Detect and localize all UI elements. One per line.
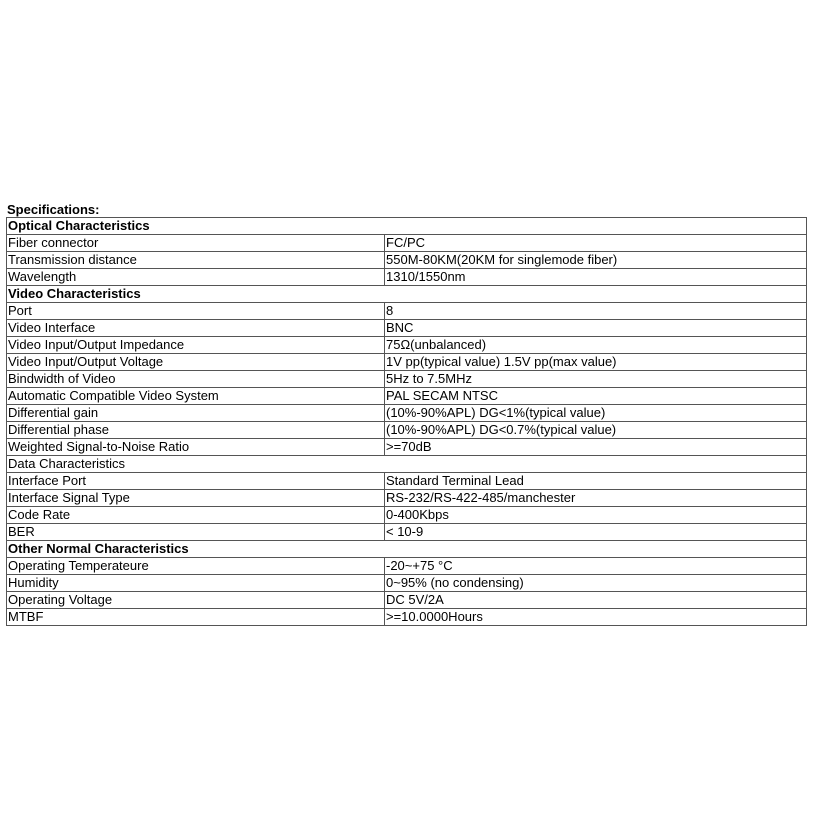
section-heading: Video Characteristics — [7, 286, 807, 303]
spec-value-cell: PAL SECAM NTSC — [385, 388, 807, 405]
spec-name-cell: BER — [7, 524, 385, 541]
section-heading: Optical Characteristics — [7, 218, 807, 235]
table-row — [7, 388, 807, 405]
section-header-row — [7, 218, 807, 235]
spec-name-cell: Weighted Signal-to-Noise Ratio — [7, 439, 385, 456]
table-row — [7, 524, 807, 541]
spec-value-cell: < 10-9 — [385, 524, 807, 541]
spec-value-cell: 550M-80KM(20KM for singlemode fiber) — [385, 252, 807, 269]
spec-name-cell: Bindwidth of Video — [7, 371, 385, 388]
table-row — [7, 575, 807, 592]
spec-value-cell: 1310/1550nm — [385, 269, 807, 286]
spec-name-cell: Operating Temperateure — [7, 558, 385, 575]
spec-name-cell: Operating Voltage — [7, 592, 385, 609]
spec-value-cell: 1V pp(typical value) 1.5V pp(max value) — [385, 354, 807, 371]
spec-name-cell: Differential phase — [7, 422, 385, 439]
table-row — [7, 405, 807, 422]
specifications-table-body — [7, 218, 807, 626]
spec-value-cell: FC/PC — [385, 235, 807, 252]
section-heading: Other Normal Characteristics — [7, 541, 807, 558]
spec-value-cell: 0-400Kbps — [385, 507, 807, 524]
table-row — [7, 507, 807, 524]
spec-value-cell: Standard Terminal Lead — [385, 473, 807, 490]
specifications-table — [6, 217, 807, 626]
spec-name-cell: Video Input/Output Impedance — [7, 337, 385, 354]
spec-name-cell: Automatic Compatible Video System — [7, 388, 385, 405]
table-row — [7, 269, 807, 286]
page-title: Specifications: — [7, 202, 100, 217]
spec-value-cell: (10%-90%APL) DG<0.7%(typical value) — [385, 422, 807, 439]
table-row — [7, 303, 807, 320]
table-row — [7, 592, 807, 609]
table-row — [7, 439, 807, 456]
spec-name-cell: Wavelength — [7, 269, 385, 286]
table-row — [7, 422, 807, 439]
spec-name-cell: MTBF — [7, 609, 385, 626]
table-row — [7, 235, 807, 252]
spec-name-cell: Humidity — [7, 575, 385, 592]
table-row — [7, 609, 807, 626]
spec-value-cell: RS-232/RS-422-485/manchester — [385, 490, 807, 507]
spec-value-cell: 5Hz to 7.5MHz — [385, 371, 807, 388]
spec-name-cell: Code Rate — [7, 507, 385, 524]
spec-value-cell: DC 5V/2A — [385, 592, 807, 609]
table-row — [7, 558, 807, 575]
spec-value-cell: 8 — [385, 303, 807, 320]
section-header-row — [7, 541, 807, 558]
spec-value-cell: BNC — [385, 320, 807, 337]
spec-value-cell: 0~95% (no condensing) — [385, 575, 807, 592]
spec-name-cell: Transmission distance — [7, 252, 385, 269]
spec-value-cell: (10%-90%APL) DG<1%(typical value) — [385, 405, 807, 422]
table-row — [7, 252, 807, 269]
spec-name-cell: Video Input/Output Voltage — [7, 354, 385, 371]
spec-name-cell: Fiber connector — [7, 235, 385, 252]
table-row — [7, 371, 807, 388]
spec-name-cell: Interface Signal Type — [7, 490, 385, 507]
table-row — [7, 354, 807, 371]
table-row — [7, 337, 807, 354]
spec-value-cell: >=70dB — [385, 439, 807, 456]
table-row — [7, 320, 807, 337]
section-heading: Data Characteristics — [7, 456, 807, 473]
spec-name-cell: Interface Port — [7, 473, 385, 490]
section-header-row — [7, 286, 807, 303]
spec-name-cell: Video Interface — [7, 320, 385, 337]
section-header-row — [7, 456, 807, 473]
spec-value-cell: -20~+75 °C — [385, 558, 807, 575]
spec-name-cell: Differential gain — [7, 405, 385, 422]
spec-name-cell: Port — [7, 303, 385, 320]
table-row — [7, 473, 807, 490]
table-row — [7, 490, 807, 507]
spec-value-cell: >=10.0000Hours — [385, 609, 807, 626]
spec-value-cell: 75Ω(unbalanced) — [385, 337, 807, 354]
